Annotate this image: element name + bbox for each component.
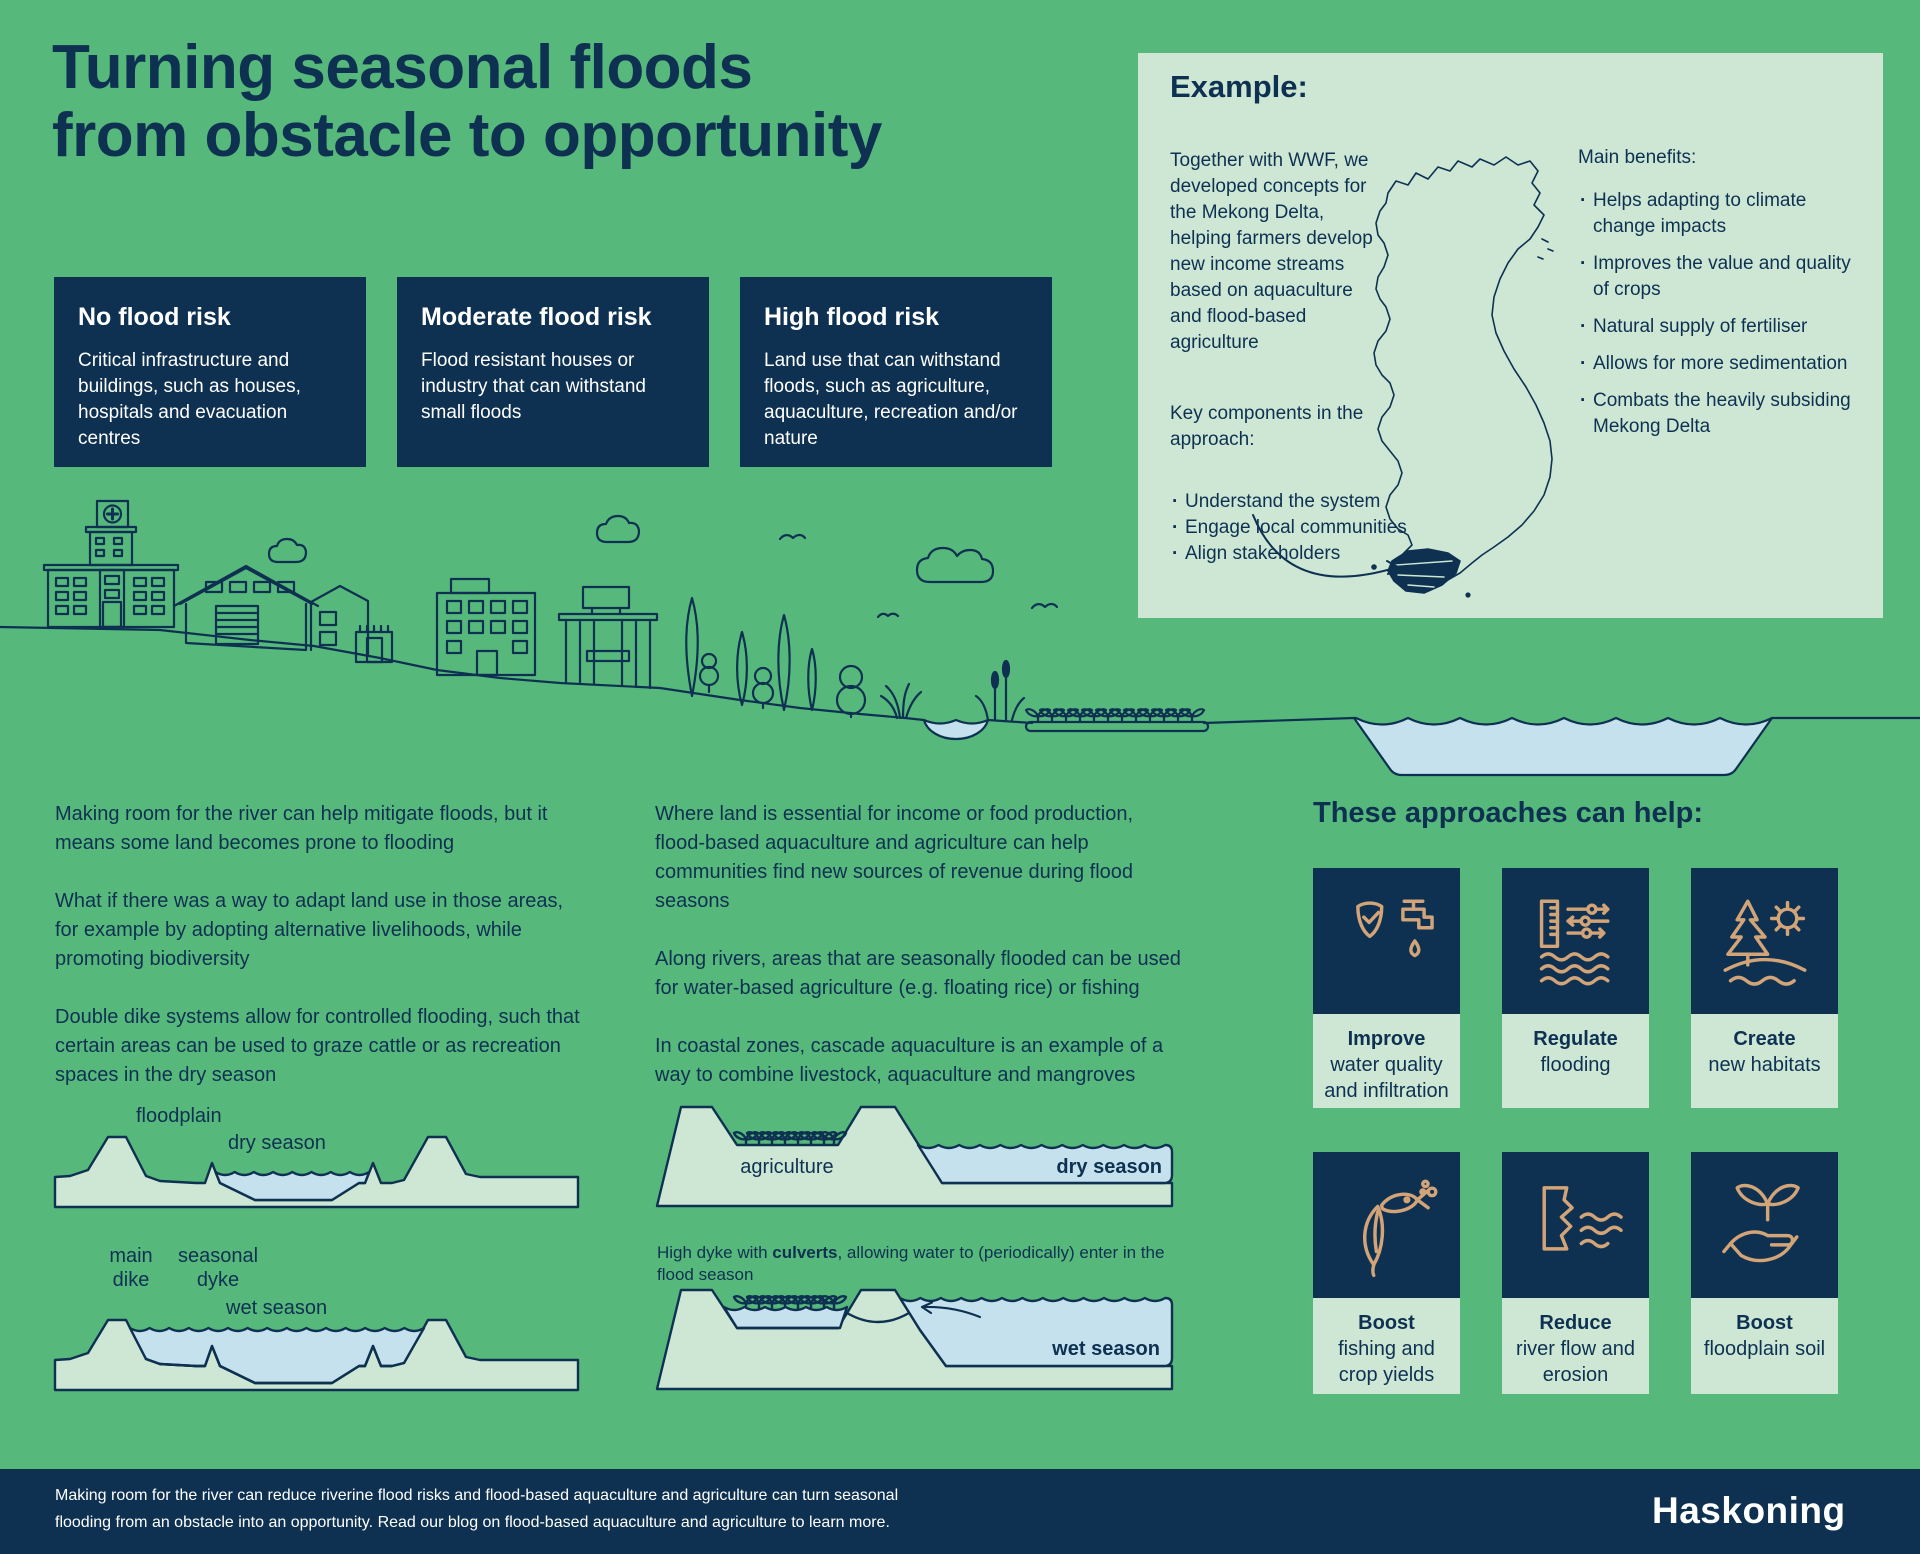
approach-tile-regulate-flooding	[1502, 868, 1649, 1108]
floodplain-soil-icon	[1712, 1172, 1818, 1278]
benefit-item: · Improves the value and quality of crops	[1578, 251, 1863, 303]
risk-box-body: Flood resistant houses or industry that can withstand small floods	[421, 350, 646, 423]
example-panel	[1138, 53, 1883, 618]
islands	[1538, 239, 1553, 259]
benefit-item: · Allows for more sedimentation	[1578, 351, 1863, 377]
house-building	[311, 586, 392, 662]
tile-label	[1313, 1014, 1460, 1108]
tile-label	[1691, 1298, 1838, 1394]
wet-inner-water	[724, 1307, 847, 1328]
dry-season-label-left: dry season	[228, 1132, 326, 1154]
key-component-item: · Align stakeholders	[1170, 541, 1430, 567]
vietnam-map	[1138, 53, 1883, 618]
tile-label-rest: new habitats	[1708, 1054, 1821, 1076]
title-line-2: from obstacle to opportunity	[52, 101, 882, 171]
paragraph: Along rivers, areas that are seasonally flooded can be used for water-based agriculture (e.g. floating rice) or fishing	[655, 948, 1181, 999]
reeds	[881, 661, 1024, 720]
agriculture-label: agriculture	[740, 1156, 834, 1178]
tile-label-bold: Reduce	[1539, 1312, 1612, 1334]
new-habitats-icon	[1712, 888, 1818, 994]
paragraph: In coastal zones, cascade aquaculture is an example of a way to combine livestock, aquaculture and mangroves	[655, 1035, 1164, 1086]
caption-post: , allowing water to (periodically) enter in the flood season	[657, 1243, 1165, 1284]
crop-strip	[1026, 722, 1208, 731]
tile-label-rest: water quality and infiltration	[1324, 1054, 1449, 1102]
tile-label-rest: fishing and crop yields	[1338, 1338, 1435, 1386]
fishing-yields-icon	[1334, 1172, 1440, 1278]
tile-label-rest: river flow and erosion	[1516, 1338, 1635, 1386]
river-flow-icon	[1523, 1172, 1629, 1278]
water-quality-icon	[1334, 888, 1440, 994]
key-component-item: · Engage local communities	[1170, 515, 1430, 541]
tile-label-bold: Boost	[1358, 1312, 1415, 1334]
approach-tile-improve-water	[1313, 868, 1460, 1108]
risk-box-body: Critical infrastructure and buildings, such as houses, hospitals and evacuation centres	[78, 350, 301, 449]
risk-box-heading: No flood risk	[78, 303, 231, 331]
pond	[924, 720, 988, 739]
tile-label-bold: Create	[1733, 1028, 1796, 1050]
dry-season-label-middle: dry season	[1056, 1156, 1162, 1178]
title-line-1: Turning seasonal floods	[52, 33, 753, 102]
main-benefits-label: Main benefits:	[1578, 147, 1697, 168]
wet-season-label-middle: wet season	[1052, 1338, 1160, 1360]
approach-tile-boost-soil	[1691, 1152, 1838, 1394]
tile-label-rest: floodplain soil	[1703, 1338, 1826, 1360]
river-basin	[1354, 718, 1772, 775]
risk-box-body: Land use that can withstand floods, such as agriculture, aquaculture, recreation and/or nature	[764, 350, 1018, 449]
clouds	[269, 516, 993, 582]
footer-line-1: Making room for the river can reduce riverine flood risks and flood-based aquaculture and agriculture can turn seasonal	[55, 1487, 899, 1504]
warehouse-building	[174, 566, 318, 650]
risk-box-heading: High flood risk	[764, 303, 939, 331]
risk-box-high-flood	[740, 277, 1052, 467]
approach-tile-boost-fishing	[1313, 1152, 1460, 1394]
hospital-building	[44, 501, 178, 627]
apartment-building	[437, 579, 535, 675]
benefit-item: · Natural supply of fertiliser	[1578, 314, 1863, 340]
culvert-caption	[657, 1242, 1187, 1286]
tile-label	[1313, 1298, 1460, 1394]
page-title	[52, 34, 882, 170]
crop-row	[1026, 709, 1204, 722]
main-dike-label: main dike	[109, 1245, 153, 1291]
haskoning-logo: Haskoning	[1652, 1490, 1846, 1531]
industrial-gantry	[559, 587, 657, 688]
approaches-heading: These approaches can help:	[1313, 797, 1704, 829]
tile-label	[1691, 1014, 1838, 1108]
benefit-item: · Helps adapting to climate change impacts	[1578, 188, 1863, 240]
tile-label-bold: Boost	[1736, 1312, 1793, 1334]
paragraph: Where land is essential for income or food production, flood-based aquaculture and agriculture can help communities find new sources of revenue during flood seasons	[655, 803, 1134, 912]
dry-crops	[734, 1132, 846, 1145]
example-intro: Together with WWF, we developed concepts for the Mekong Delta, helping farmers develop new income streams based on aquaculture and flood-based agriculture	[1170, 150, 1373, 353]
risk-box-moderate-flood	[397, 277, 709, 467]
benefit-item: · Combats the heavily subsiding Mekong Delta	[1578, 388, 1863, 440]
example-heading: Example:	[1170, 69, 1308, 104]
trees	[686, 598, 865, 717]
risk-box-heading: Moderate flood risk	[421, 303, 652, 331]
key-component-item: · Understand the system	[1170, 489, 1430, 515]
tile-label	[1502, 1298, 1649, 1394]
seasonal-dyke-label: seasonal dyke	[177, 1245, 259, 1291]
approach-tile-reduce-erosion	[1502, 1152, 1649, 1394]
key-components-label: Key components in the approach:	[1170, 403, 1364, 450]
tile-label-rest: flooding	[1540, 1054, 1611, 1076]
caption-pre: High dyke with	[657, 1243, 773, 1262]
wet-season-label-left: wet season	[226, 1297, 328, 1319]
tile-label-bold: Improve	[1347, 1028, 1426, 1050]
tile-label-bold: Regulate	[1533, 1028, 1618, 1050]
paragraph: Making room for the river can help mitigate floods, but it means some land becomes prone to flooding	[55, 803, 548, 854]
footer-bar	[0, 1469, 1920, 1554]
paragraph: Double dike systems allow for controlled flooding, such that certain areas can be used to graze cattle or as recreation spaces in the dry season	[55, 1006, 580, 1086]
column-left	[55, 800, 583, 1119]
risk-box-no-flood	[54, 277, 366, 467]
floodplain-label: floodplain	[136, 1105, 222, 1127]
footer-line-2: flooding from an obstacle into an opportunity. Read our blog on flood-based aquaculture and agriculture to learn more.	[55, 1514, 890, 1531]
approach-tile-create-habitats	[1691, 868, 1838, 1108]
footer-text	[55, 1482, 898, 1536]
tile-label	[1502, 1014, 1649, 1108]
paragraph: What if there was a way to adapt land use in those areas, for example by adopting alternative livelihoods, while promoting biodiversity	[55, 890, 564, 970]
column-middle	[655, 800, 1183, 1119]
caption-bold: culverts	[772, 1243, 838, 1262]
regulate-flooding-icon	[1523, 888, 1629, 994]
